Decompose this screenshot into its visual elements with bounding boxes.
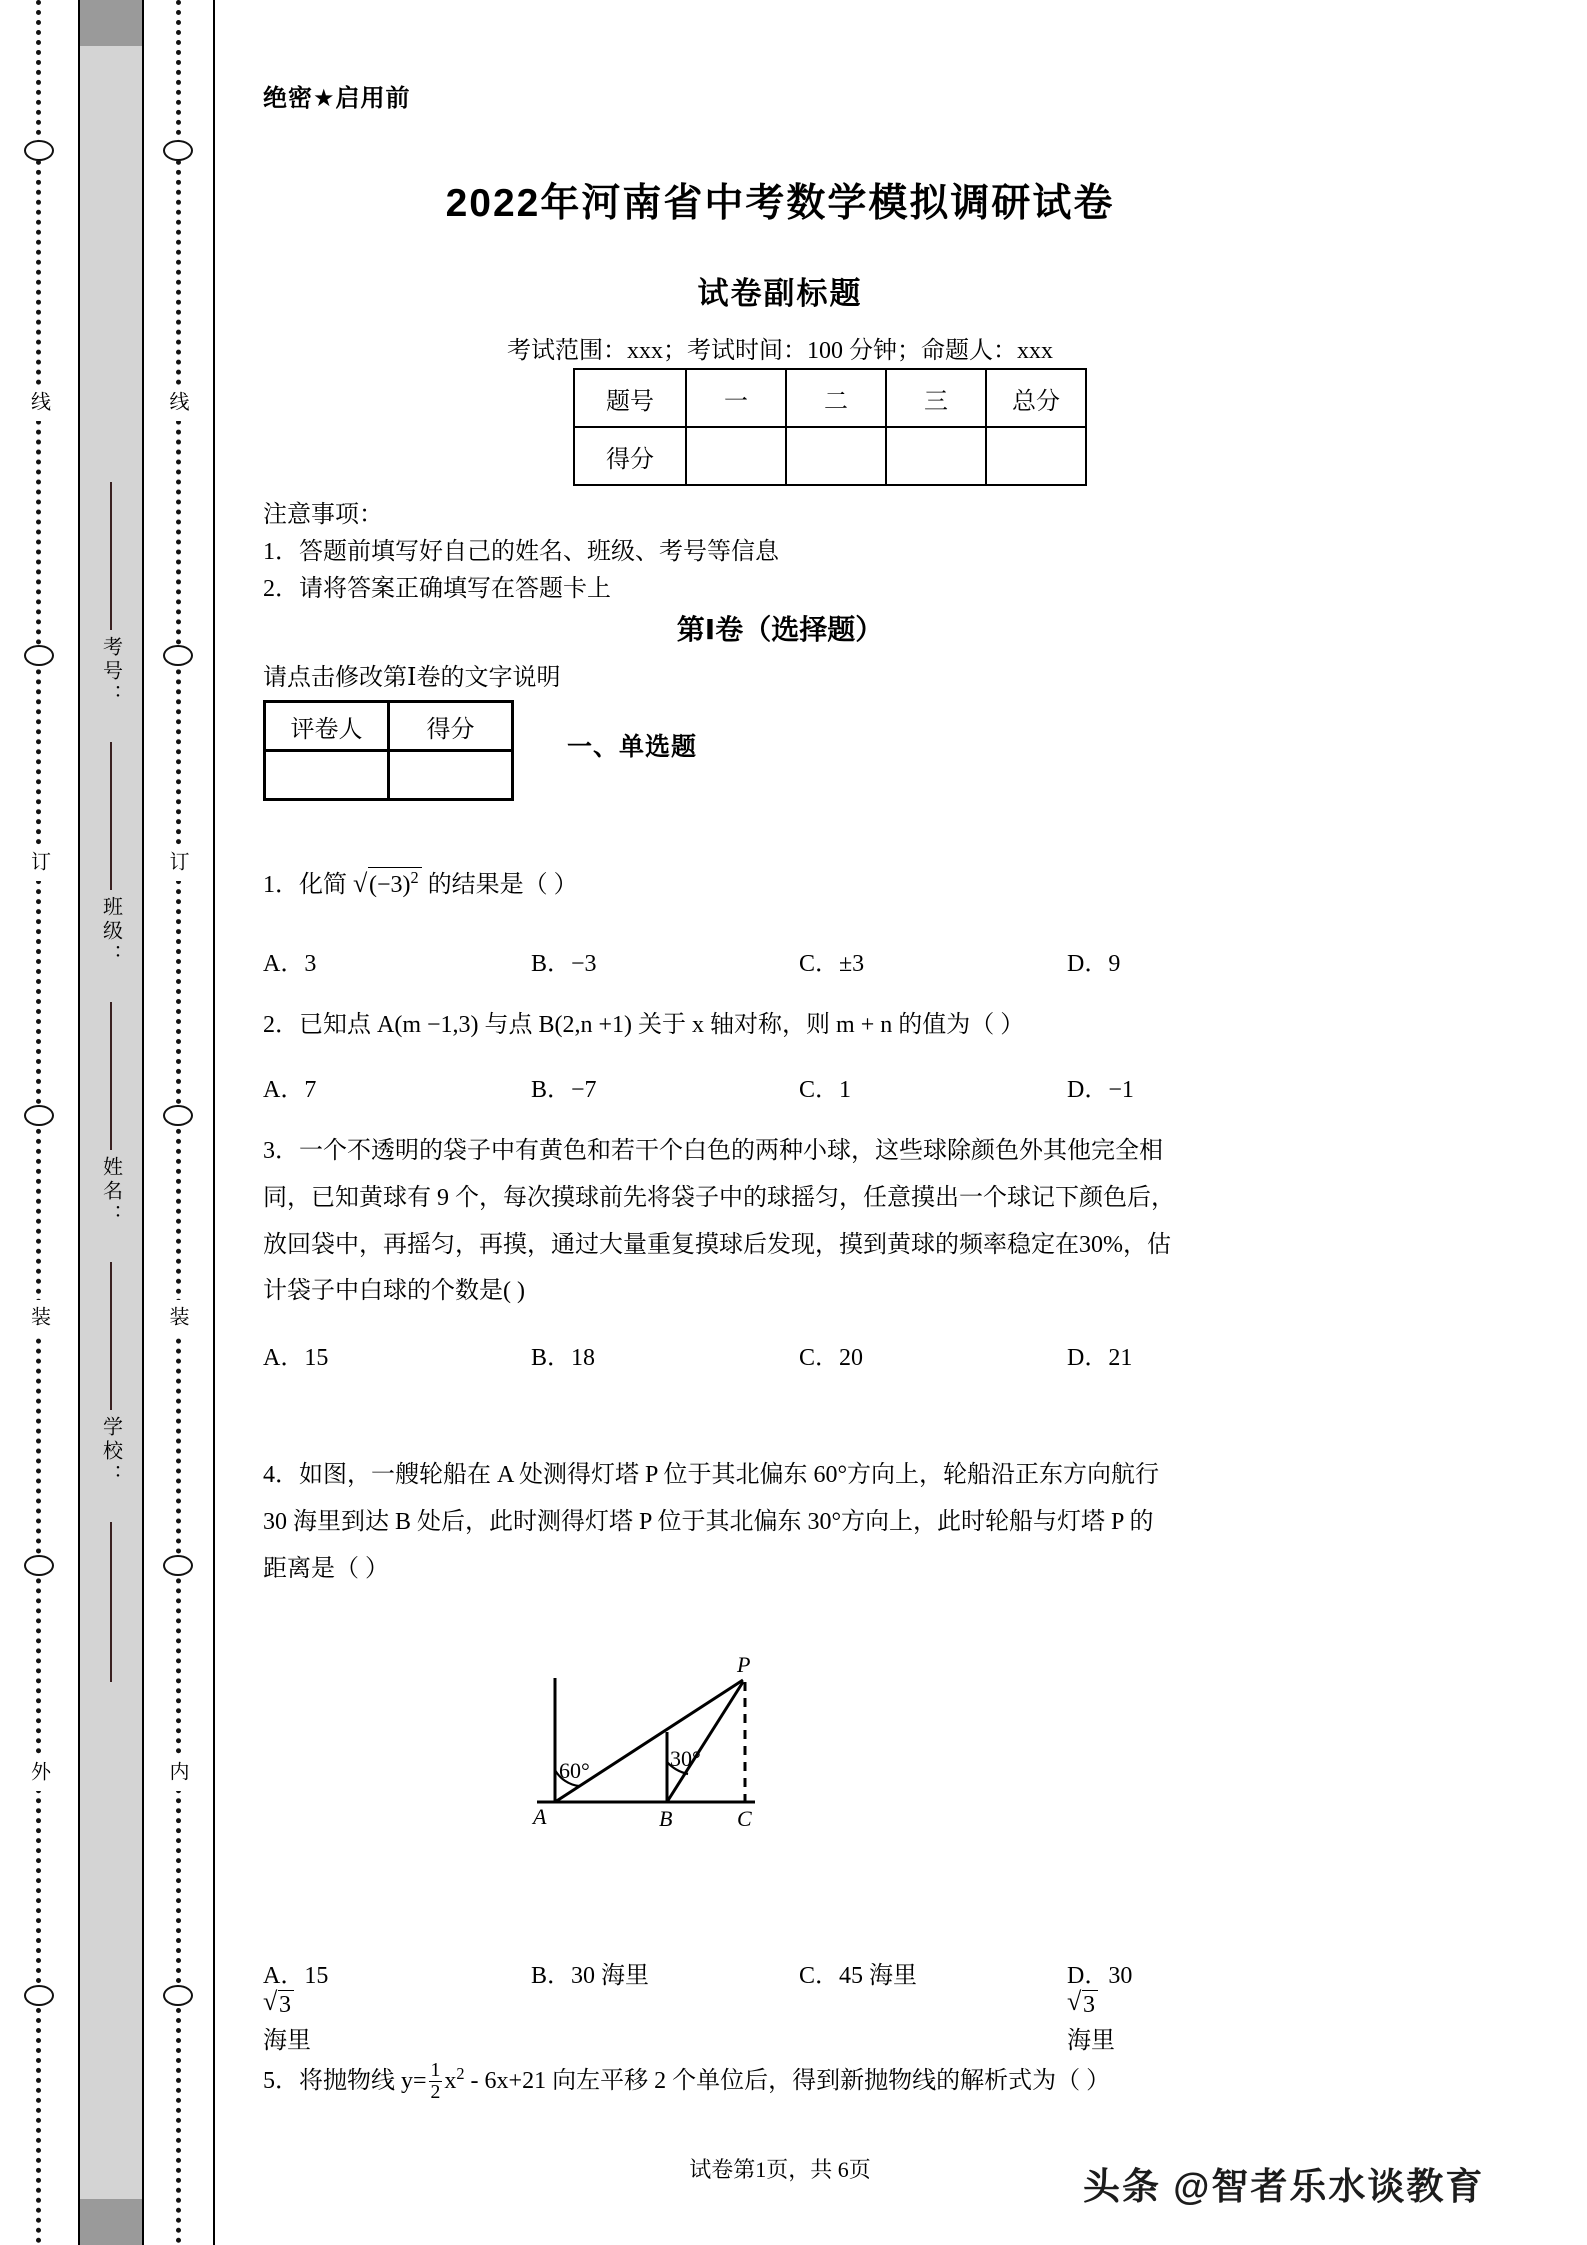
field-rule [110, 1002, 112, 1162]
binding-mark-ding-inner: 订 [163, 845, 192, 881]
binding-outer-column [0, 0, 78, 2245]
question-3-line-4: 计袋子中白球的个数是( ) [263, 1278, 525, 1305]
gray-cap-bottom [80, 2199, 142, 2245]
grader-score-label: 得分 [389, 702, 513, 751]
question-2-options [263, 1069, 1308, 1104]
score-table-col-2: 二 [786, 369, 886, 427]
exam-info: 考试范围：xxx；考试时间：100 分钟；命题人：xxx [507, 338, 1053, 364]
svg-text:B: B [659, 1806, 673, 1831]
binding-mark-ding-outer: 订 [25, 845, 54, 881]
score-cell[interactable] [786, 427, 886, 485]
binding-mark-line-outer: 线 [25, 385, 54, 421]
question-3-options [263, 1337, 1308, 1372]
score-table-col-total: 总分 [986, 369, 1086, 427]
question-3-number: 3． [263, 1138, 299, 1164]
score-table-row-label: 题号 [574, 369, 686, 427]
navigation-diagram [515, 1650, 835, 1880]
binding-circle [163, 140, 193, 161]
field-rule [110, 742, 112, 902]
grader-table [263, 700, 514, 801]
svg-text:C: C [737, 1806, 752, 1831]
question-4-figure [515, 1650, 835, 1880]
question-4-number: 4． [263, 1462, 299, 1488]
binding-circle [24, 1555, 54, 1576]
page-footer: 试卷第1页，共 6页 [689, 2157, 871, 2182]
question-1-radicand: (−3) [369, 872, 411, 898]
question-4-text-1: 如图，一艘轮船在 A 处测得灯塔 P 位于其北偏东 60°方向上，轮船沿正东方向航行 [299, 1462, 1160, 1488]
score-cell[interactable] [886, 427, 986, 485]
question-1-options [263, 943, 1308, 978]
paper-one-heading: 第Ⅰ卷（选择题） [676, 614, 884, 645]
question-5 [263, 2058, 1308, 2105]
binding-mark-nei: 内 [163, 1755, 192, 1791]
question-4 [263, 1452, 1308, 1592]
gray-cap-top [80, 0, 142, 46]
question-4-line-2: 30 海里到达 B 处后，此时测得灯塔 P 位于其北偏东 30°方向上，此时轮船与灯塔 P 的 [263, 1508, 1154, 1535]
question-1-stem-post: 的结果是（ ） [421, 872, 578, 898]
question-2 [263, 1002, 1308, 1104]
grader-score-cell[interactable] [389, 751, 513, 800]
question-2-stem [263, 1002, 1308, 1049]
question-2-option-b[interactable]: B．−7 [531, 1076, 597, 1103]
table-row [574, 427, 1086, 485]
binding-circle [24, 1105, 54, 1126]
section-title-single-choice: 一、单选题 [567, 733, 698, 761]
notice-item-2: 2．请将答案正确填写在答题卡上 [263, 576, 611, 603]
binding-margin [0, 0, 215, 2245]
score-table-col-3: 三 [886, 369, 986, 427]
field-rule [110, 1522, 112, 1682]
question-4-line-1 [263, 1452, 1308, 1499]
question-3-text-1: 一个不透明的袋子中有黄色和若干个白色的两种小球，这些球除颜色外其他完全相 [299, 1138, 1163, 1164]
sqrt-icon: √ 3 [1067, 1990, 1308, 2020]
field-label-class: 班级： [97, 890, 126, 974]
question-3-line-2: 同，已知黄球有 9 个，每次摸球前先将袋子中的球摇匀，任意摸出一个球记下颜色后， [263, 1184, 1175, 1211]
question-3-line-1 [263, 1128, 1308, 1175]
table-row [574, 369, 1086, 427]
question-1-option-a[interactable]: A．3 [263, 950, 317, 977]
sqrt-icon: √ 3 [263, 1990, 531, 2020]
notice-item-1: 1．答题前填写好自己的姓名、班级、考号等信息 [263, 539, 779, 566]
question-5-number: 5． [263, 2068, 299, 2094]
svg-text:60°: 60° [559, 1758, 590, 1783]
question-2-number: 2． [263, 1012, 299, 1038]
question-4-line-3: 距离是（ ） [263, 1555, 389, 1582]
question-3-option-a[interactable]: A．15 [263, 1345, 329, 1372]
question-2-option-c[interactable]: C．1 [799, 1076, 852, 1103]
question-5-text-post: - 6x+21 向左平移 2 个单位后，得到新抛物线的解析式为（ ） [464, 2068, 1111, 2094]
question-5-x-term: x [444, 2068, 457, 2094]
score-table-row-label-score: 得分 [574, 427, 686, 485]
binding-circle [163, 645, 193, 666]
question-1-exponent: 2 [410, 868, 419, 887]
question-5-x-exponent: 2 [456, 2064, 465, 2083]
score-cell[interactable] [686, 427, 786, 485]
score-table-col-1: 一 [686, 369, 786, 427]
binding-mark-zhuang-inner: 装 [163, 1300, 192, 1336]
score-cell[interactable] [986, 427, 1086, 485]
binding-gray-column [78, 0, 144, 2245]
svg-text:A: A [533, 1804, 547, 1829]
question-5-text-pre: 将抛物线 y= [299, 2068, 427, 2094]
notice-block [263, 497, 779, 609]
grader-label: 评卷人 [265, 702, 389, 751]
question-3-option-d[interactable]: D．21 [1067, 1345, 1133, 1372]
question-3-line-3: 放回袋中，再摇匀，再摸，通过大量重复摸球后发现，摸到黄球的频率稳定在30%，估 [263, 1231, 1171, 1258]
binding-circle [163, 1105, 193, 1126]
question-4-option-d[interactable]: D．30 √ 3 海里 [1067, 1955, 1308, 2055]
field-rule [110, 482, 112, 642]
paper-one-description[interactable]: 请点击修改第Ⅰ卷的文字说明 [263, 665, 561, 691]
binding-circle [24, 1985, 54, 2006]
question-4-option-b[interactable]: B．30 海里 [531, 1963, 650, 1989]
binding-circle [163, 1985, 193, 2006]
notice-heading: 注意事项： [263, 502, 383, 528]
watermark: 头条 @智者乐水谈教育 [1083, 2166, 1485, 2207]
grader-cell[interactable] [265, 751, 389, 800]
question-5-stem [263, 2058, 1308, 2105]
page-title: 2022年河南省中考数学模拟调研试卷 [445, 182, 1115, 225]
binding-mark-line-inner: 线 [163, 385, 192, 421]
question-4-options [263, 1955, 1308, 2055]
field-label-school: 学校： [97, 1410, 126, 1494]
field-label-name: 姓名： [97, 1150, 126, 1234]
binding-circle [163, 1555, 193, 1576]
binding-mark-wai: 外 [25, 1755, 54, 1791]
question-2-text: 已知点 A(m −1,3) 与点 B(2,n +1) 关于 x 轴对称，则 m + n 的值为（ ） [299, 1012, 1025, 1038]
question-1-option-c[interactable]: C．±3 [799, 950, 865, 977]
table-row [265, 751, 513, 800]
binding-circle [24, 140, 54, 161]
question-4-option-c[interactable]: C．45 海里 [799, 1963, 918, 1989]
binding-circle [24, 645, 54, 666]
sqrt-icon [353, 862, 422, 909]
field-rule [110, 1262, 112, 1422]
binding-mark-zhuang-outer: 装 [25, 1300, 54, 1336]
secret-label: 绝密★启用前 [263, 85, 411, 112]
question-1-stem-pre: 化简 [299, 872, 353, 898]
question-1-option-d[interactable]: D．9 [1067, 950, 1121, 977]
field-label-exam-number: 考号： [97, 630, 126, 714]
question-1-stem [263, 862, 1308, 909]
question-3-option-c[interactable]: C．20 [799, 1345, 864, 1372]
question-1-number: 1． [263, 872, 299, 898]
binding-inner-column [140, 0, 215, 2245]
page-subtitle: 试卷副标题 [697, 276, 863, 311]
question-2-option-d[interactable]: D．−1 [1067, 1076, 1134, 1103]
question-2-option-a[interactable]: A．7 [263, 1076, 317, 1103]
score-table [573, 368, 1087, 486]
question-3 [263, 1128, 1308, 1372]
svg-text:30°: 30° [670, 1746, 701, 1771]
question-1-option-b[interactable]: B．−3 [531, 950, 597, 977]
question-3-option-b[interactable]: B．18 [531, 1345, 596, 1372]
question-1 [263, 862, 1308, 978]
fraction-one-half: $\frac{1}{2}$ [430, 2059, 441, 2104]
exam-sheet [215, 0, 1587, 2245]
svg-text:P: P [737, 1652, 751, 1677]
question-4-option-a[interactable]: A．15 √ 3 海里 [263, 1955, 531, 2055]
table-row [265, 702, 513, 751]
